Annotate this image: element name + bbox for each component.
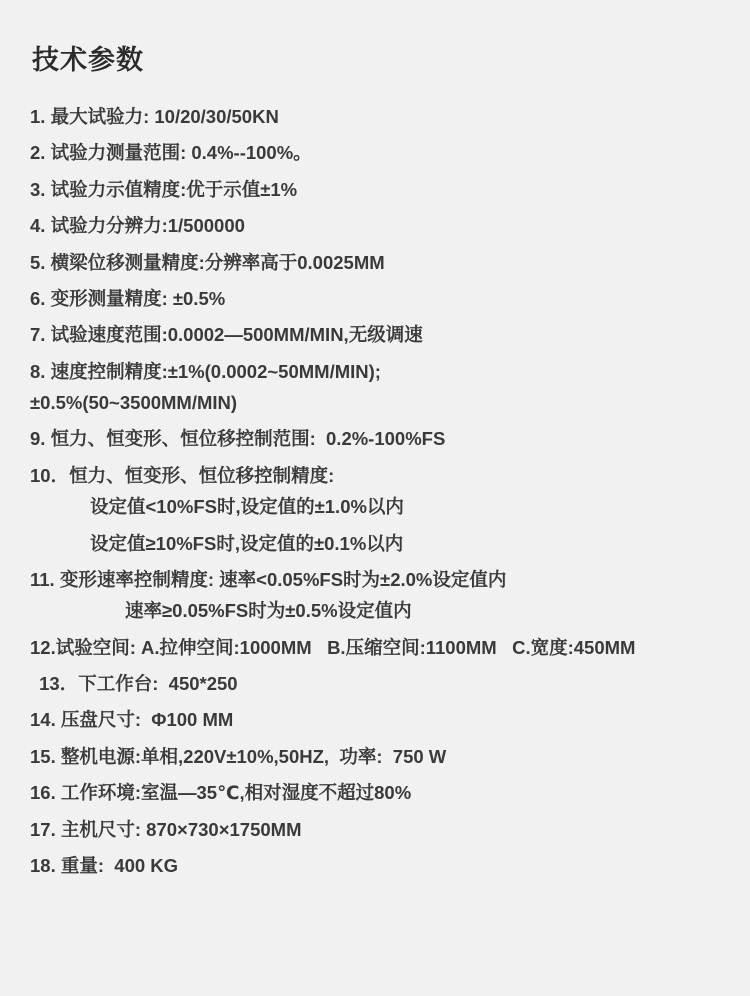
spec-item: 设定值≥10%FS时,设定值的±0.1%以内 xyxy=(90,532,404,554)
spec-item: 11. 变形速率控制精度: 速率<0.05%FS时为±2.0%设定值内 xyxy=(30,568,507,590)
spec-item: 8. 速度控制精度:±1%(0.0002~50MM/MIN); xyxy=(30,360,381,382)
spec-item: 12.试验空间: A.拉伸空间:1000MM B.压缩空间:1100MM C.宽度:450MM xyxy=(30,636,636,658)
spec-item: ±0.5%(50~3500MM/MIN) xyxy=(30,392,238,413)
spec-item: 5. 横梁位移测量精度:分辨率高于0.0025MM xyxy=(30,251,385,273)
spec-item: 17. 主机尺寸: 870×730×1750MM xyxy=(30,818,302,840)
spec-item: 速率≥0.05%FS时为±0.5%设定值内 xyxy=(125,600,412,622)
spec-item: 2. 试验力测量范围: 0.4%--100%。 xyxy=(30,142,312,164)
spec-item: 18. 重量: 400 KG xyxy=(30,854,179,876)
spec-item: 14. 压盘尺寸: Φ100 MM xyxy=(30,709,234,731)
specification-list xyxy=(30,103,722,879)
spec-item: 16. 工作环境:室温—35℃,相对湿度不超过80% xyxy=(30,782,412,804)
spec-item: 1. 最大试验力: 10/20/30/50KN xyxy=(30,106,279,127)
spec-item: 15. 整机电源:单相,220V±10%,50HZ, 功率: 750 W xyxy=(30,745,447,767)
spec-item: 设定值<10%FS时,设定值的±1.0%以内 xyxy=(90,496,404,518)
page-title: 技术参数 xyxy=(32,45,144,75)
spec-item: 10．恒力、恒变形、恒位移控制精度: xyxy=(30,464,335,486)
spec-item: 4. 试验力分辨力:1/500000 xyxy=(30,215,245,237)
spec-item: 6. 变形测量精度: ±0.5% xyxy=(30,287,226,309)
spec-item: 3. 试验力示值精度:优于示值±1% xyxy=(30,178,298,200)
spec-item: 9. 恒力、恒变形、恒位移控制范围: 0.2%-100%FS xyxy=(30,428,446,450)
spec-item: 13．下工作台: 450*250 xyxy=(34,673,238,694)
spec-item: 7. 试验速度范围:0.0002—500MM/MIN,无级调速 xyxy=(30,324,423,346)
